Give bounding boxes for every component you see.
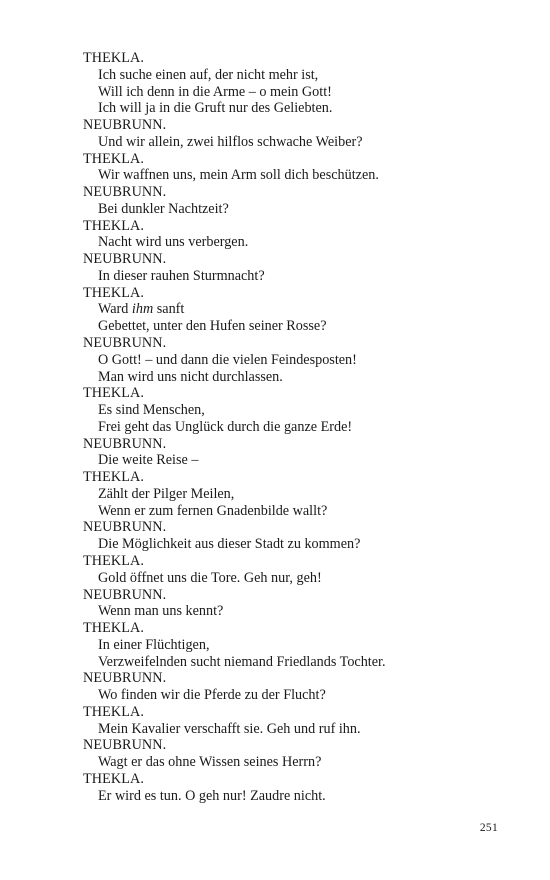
verse-line: Man wird uns nicht durchlassen. xyxy=(98,368,283,385)
verse-line: Wir waffnen uns, mein Arm soll dich beschützen. xyxy=(98,167,379,184)
verse-line: Will ich denn in die Arme – o mein Gott! xyxy=(98,83,332,100)
speaker-name: NEUBRUNN. xyxy=(83,670,167,687)
verse-line: In dieser rauhen Sturmnacht? xyxy=(98,267,265,284)
verse-line: Die weite Reise – xyxy=(98,452,199,469)
verse-line: Gold öffnet uns die Tore. Geh nur, geh! xyxy=(98,569,322,586)
verse-line: Zählt der Pilger Meilen, xyxy=(98,485,235,502)
speaker-name: NEUBRUNN. xyxy=(83,737,167,754)
speaker-name: THEKLA. xyxy=(83,150,144,167)
speaker-name: THEKLA. xyxy=(83,385,144,402)
verse-line: Es sind Menschen, xyxy=(98,402,205,419)
speaker-name: NEUBRUNN. xyxy=(83,586,167,603)
verse-line: Wenn man uns kennt? xyxy=(98,603,224,620)
verse-line: Verzweifelnden sucht niemand Friedlands Tochter. xyxy=(98,653,386,670)
verse-text-segment: Ward xyxy=(98,301,132,318)
speaker-name: THEKLA. xyxy=(83,50,144,66)
verse-line: O Gott! – und dann die vielen Feindesposten! xyxy=(98,351,357,368)
verse-text-segment: sanft xyxy=(153,301,185,318)
speaker-name: NEUBRUNN. xyxy=(83,117,167,134)
speaker-name: THEKLA. xyxy=(83,770,144,787)
verse-line: Ich will ja in die Gruft nur des Geliebten. xyxy=(98,100,333,117)
play-text-block xyxy=(83,50,483,804)
verse-line: Wagt er das ohne Wissen seines Herrn? xyxy=(98,754,322,771)
verse-line: Bei dunkler Nachtzeit? xyxy=(98,200,229,217)
speaker-name: THEKLA. xyxy=(83,703,144,720)
speaker-name: NEUBRUNN. xyxy=(83,184,167,201)
page-number: 251 xyxy=(479,822,498,834)
speaker-name: NEUBRUNN. xyxy=(83,435,167,452)
speaker-name: THEKLA. xyxy=(83,620,144,637)
speaker-name: NEUBRUNN. xyxy=(83,519,167,536)
verse-line: Gebettet, unter den Hufen seiner Rosse? xyxy=(98,318,327,335)
speaker-name: THEKLA. xyxy=(83,284,144,301)
verse-line: Mein Kavalier verschafft sie. Geh und ruf ihn. xyxy=(98,720,361,737)
verse-line: Ich suche einen auf, der nicht mehr ist, xyxy=(98,66,319,83)
verse-line: Und wir allein, zwei hilflos schwache Weiber? xyxy=(98,133,363,150)
emphasized-word: ihm xyxy=(131,301,154,318)
verse-line: Wenn er zum fernen Gnadenbilde wallt? xyxy=(98,502,328,519)
verse-line: Er wird es tun. O geh nur! Zaudre nicht. xyxy=(98,787,326,804)
verse-line xyxy=(83,301,483,318)
speaker-name: THEKLA. xyxy=(83,217,144,234)
speaker-name: NEUBRUNN. xyxy=(83,335,167,352)
speaker-name: THEKLA. xyxy=(83,469,144,486)
speaker-name: NEUBRUNN. xyxy=(83,251,167,268)
verse-line: In einer Flüchtigen, xyxy=(98,636,210,653)
verse-line: Nacht wird uns verbergen. xyxy=(98,234,249,251)
speaker-name: THEKLA. xyxy=(83,552,144,569)
verse-line: Die Möglichkeit aus dieser Stadt zu kommen? xyxy=(98,536,361,553)
verse-line: Frei geht das Unglück durch die ganze Erde! xyxy=(98,418,353,435)
verse-line: Wo finden wir die Pferde zu der Flucht? xyxy=(98,687,326,704)
